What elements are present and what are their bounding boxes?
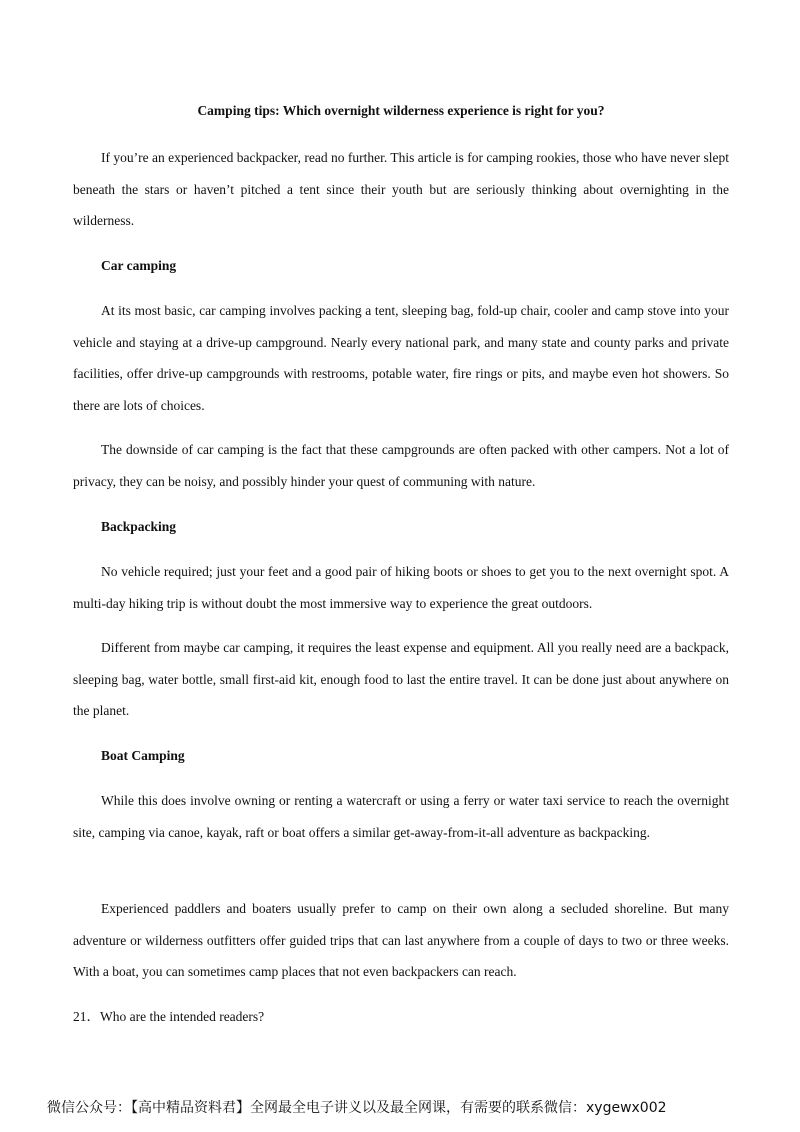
boat-camping-paragraph-2: Experienced paddlers and boaters usually prefer to camp on their own along a secluded shoreline. But many adventure or wilderness outfitters offer guided trips that can last anywhere from a couple of days to two or three weeks. With a boat, you can sometimes camp places that not even backpackers can reach. xyxy=(73,901,729,979)
car-camping-paragraph-1: At its most basic, car camping involves packing a tent, sleeping bag, fold-up chair, cooler and camp stove into your vehicle and staying at a drive-up campground. Nearly every national park, and many state and county parks and private facilities, offer drive-up campgrounds with restrooms, potable water, fire rings or pits, and maybe even hot showers. So there are lots of choices. xyxy=(73,303,729,413)
article-title: Camping tips: Which overnight wilderness experience is right for you? xyxy=(197,103,605,118)
boat-camping-paragraph-1: While this does involve owning or renting a watercraft or using a ferry or water taxi service to reach the overnight site, camping via canoe, kayak, raft or boat offers a similar get-away-from-it-all adventure as backpacking. xyxy=(73,793,729,840)
intro-paragraph: If you’re an experienced backpacker, read no further. This article is for camping rookies, those who have never slept beneath the stars or haven’t pitched a tent since their youth but are seriously thinking about overnighting in the wilderness. xyxy=(73,150,729,228)
backpacking-paragraph-1: No vehicle required; just your feet and a good pair of hiking boots or shoes to get you to the next overnight spot. A multi-day hiking trip is without doubt the most immersive way to experience the great outdoors. xyxy=(73,564,729,611)
footer-watermark-text: 微信公众号：【高中精品资料君】全网最全电子讲义以及最全网课，有需要的联系微信：xygewx002 xyxy=(47,1100,667,1116)
car-camping-paragraph-2: The downside of car camping is the fact that these campgrounds are often packed with other campers. Not a lot of privacy, they can be noisy, and possibly hinder your quest of communing with nature. xyxy=(73,442,729,489)
section-heading-car-camping: Car camping xyxy=(101,258,177,273)
section-heading-boat-camping: Boat Camping xyxy=(101,748,185,763)
section-heading-backpacking: Backpacking xyxy=(101,519,177,534)
backpacking-paragraph-2: Different from maybe car camping, it requires the least expense and equipment. All you really need are a backpack, sleeping bag, water bottle, small first-aid kit, enough food to last the entire travel. It can be done just about anywhere on the planet. xyxy=(73,640,729,718)
question-21: 21．Who are the intended readers? xyxy=(73,1009,265,1024)
